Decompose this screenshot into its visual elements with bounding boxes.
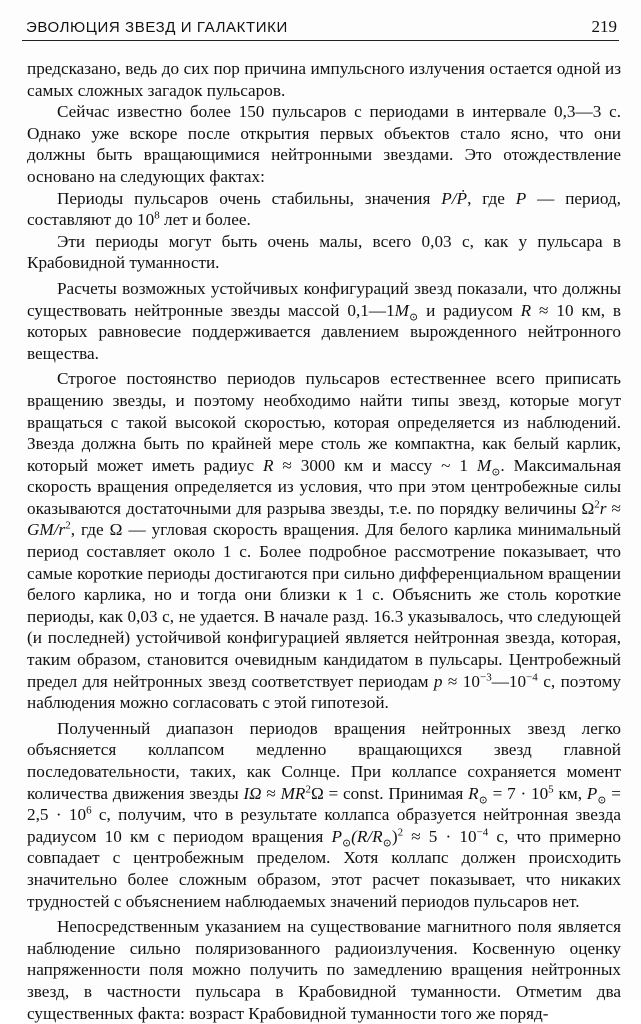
paragraph-5: Расчеты возможных устойчивых конфигураций звезд показали, что должны существовать нейтронные звезды массой $0,1—1M_⊙$ и радиусом R ≈ 10 км, в которых равновесие поддерживается давлением вырожденного нейтронного вещества. <box>27 278 622 363</box>
paragraph-6: Строгое постоянство периодов пульсаров естественнее всего приписать вращению звезды, и поэтому необходимо найти типы звезд, которые могут вращаться с такой высокой скоростью, которая определяется из наблюдений. Звезда должна быть по крайней мере столь же компактна, как белый карлик, который может иметь радиус R ≈ 3000 км и массу ~ 1 $M_⊙$. Максимальная скорость вращения определяется из условия, что при этом центробежные силы оказываются достаточными для разрыва звезды, т.е. по порядку величины $\Omega^2r \approx GM/r^2$, где Ω — угловая скорость вращения. Для белого карлика минимальный период составляет около 1 с. Более подробное рассмотрение показывает, что самые короткие периоды достигаются при сильно дифференциальном вращении белого карлика, но и тогда они близки к 1 с. Объяснить же столь короткие периоды, как 0,03 с, не удается. В начале разд. 16.3 указывалось, что следующей (и последней) устойчивой конфигурацией является нейтронная звезда, которая, таким образом, становится очевидным кандидатом в пульсары. Центробежный предел для нейтронных звезд соответствует периодам $p \approx 10^{-3}—10^{-4}$ с, поэтому наблюдения можно согласовать с этой гипотезой. <box>27 369 621 713</box>
paragraph-4: Эти периоды могут быть очень малы, всего 0,03 с, как у пульсара в Крабовидной туманности. <box>27 231 621 273</box>
paragraph-7: Полученный диапазон периодов вращения нейтронных звезд легко объясняется коллапсом медленно вращающихся звезд главной последовательности, таких, как Солнце. При коллапсе сохраняется момент количества движения звезды $I\Omega \approx MR^2\Omega$ = const. Принимая $R_⊙ = 7 \cdot 10^5$ км, $P_⊙ = 2,5 \cdot 10^6$ с, получим, что в результате коллапса образуется нейтронная звезда радиусом 10 км с периодом вращения $P_⊙(R/R_⊙)^2 \approx 5 \cdot 10^{-4}$ с, что примерно совпадает с центробежным пределом. Хотя коллапс должен происходить значительно более сложным образом, этот расчет показывает, что никаких трудностей с объяснением наблюдаемых значений периодов пульсаров нет. <box>27 718 622 911</box>
paragraph-8: Непосредственным указанием на существование магнитного поля является наблюдение сильно поляризованного радиоизлучения. Косвенную оценку напряженности поля можно получить по замедлению вращения нейтронных звезд, в частности пульсара в Крабовидной туманности. Отметим два существенных факта: возраст Крабовидной туманности того же поряд- <box>27 917 621 1023</box>
paragraph-3: Периоды пульсаров очень стабильны, значения P/Ṗ, где P — период, составляют до $10^8$ лет и более. <box>27 188 621 230</box>
page-header <box>22 14 619 41</box>
paragraph-2: Сейчас известно более 150 пульсаров с периодами в интервале 0,3—3 с. Однако уже вскоре после открытия первых объектов стало ясно, что они должны быть вращающимися нейтронными звездами. Это отождествление основано на следующих фактах: <box>27 102 621 186</box>
formula-p-over-pdot: P/Ṗ <box>441 188 468 208</box>
running-head: ЭВОЛЮЦИЯ ЗВЕЗД И ГАЛАКТИКИ <box>26 19 288 36</box>
body-text <box>27 58 621 1024</box>
paragraph-1: предсказано, ведь до сих пор причина импульсного излучения остается одной из самых сложных загадок пульсаров. <box>27 59 621 100</box>
page-number: 219 <box>591 17 617 36</box>
